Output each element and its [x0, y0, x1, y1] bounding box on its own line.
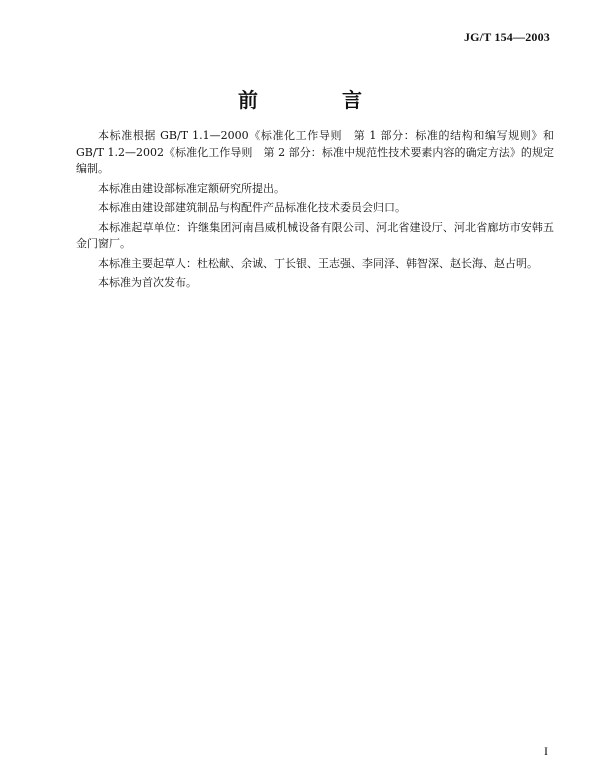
standard-code: JG/T 154—2003 [463, 30, 550, 44]
page-title: 前 言 [238, 88, 394, 112]
paragraph-standard-basis: 本标准根据 GB/T 1.1—2000《标准化工作导则 第 1 部分：标准的结构和编写规则》和 GB/T 1.2—2002《标准化工作导则 第 2 部分：标准中规范性技术要素内容的确定方法》的规定编制。 [76, 129, 554, 175]
page-number: I [544, 744, 548, 758]
foreword-body [76, 128, 554, 295]
paragraph-main-drafters: 本标准主要起草人：杜松献、余诚、丁长银、王志强、李同泽、韩智深、赵长海、赵占明。 [98, 256, 538, 270]
paragraph-under-jurisdiction: 本标准由建设部建筑制品与构配件产品标准化技术委员会归口。 [98, 201, 406, 214]
paragraph-proposed-by: 本标准由建设部标准定额研究所提出。 [98, 181, 285, 195]
paragraph-drafting-units: 本标准起草单位：许继集团河南昌威机械设备有限公司、河北省建设厅、河北省廊坊市安韩五金门窗厂。 [76, 220, 554, 250]
paragraph-first-release: 本标准为首次发布。 [98, 276, 197, 289]
